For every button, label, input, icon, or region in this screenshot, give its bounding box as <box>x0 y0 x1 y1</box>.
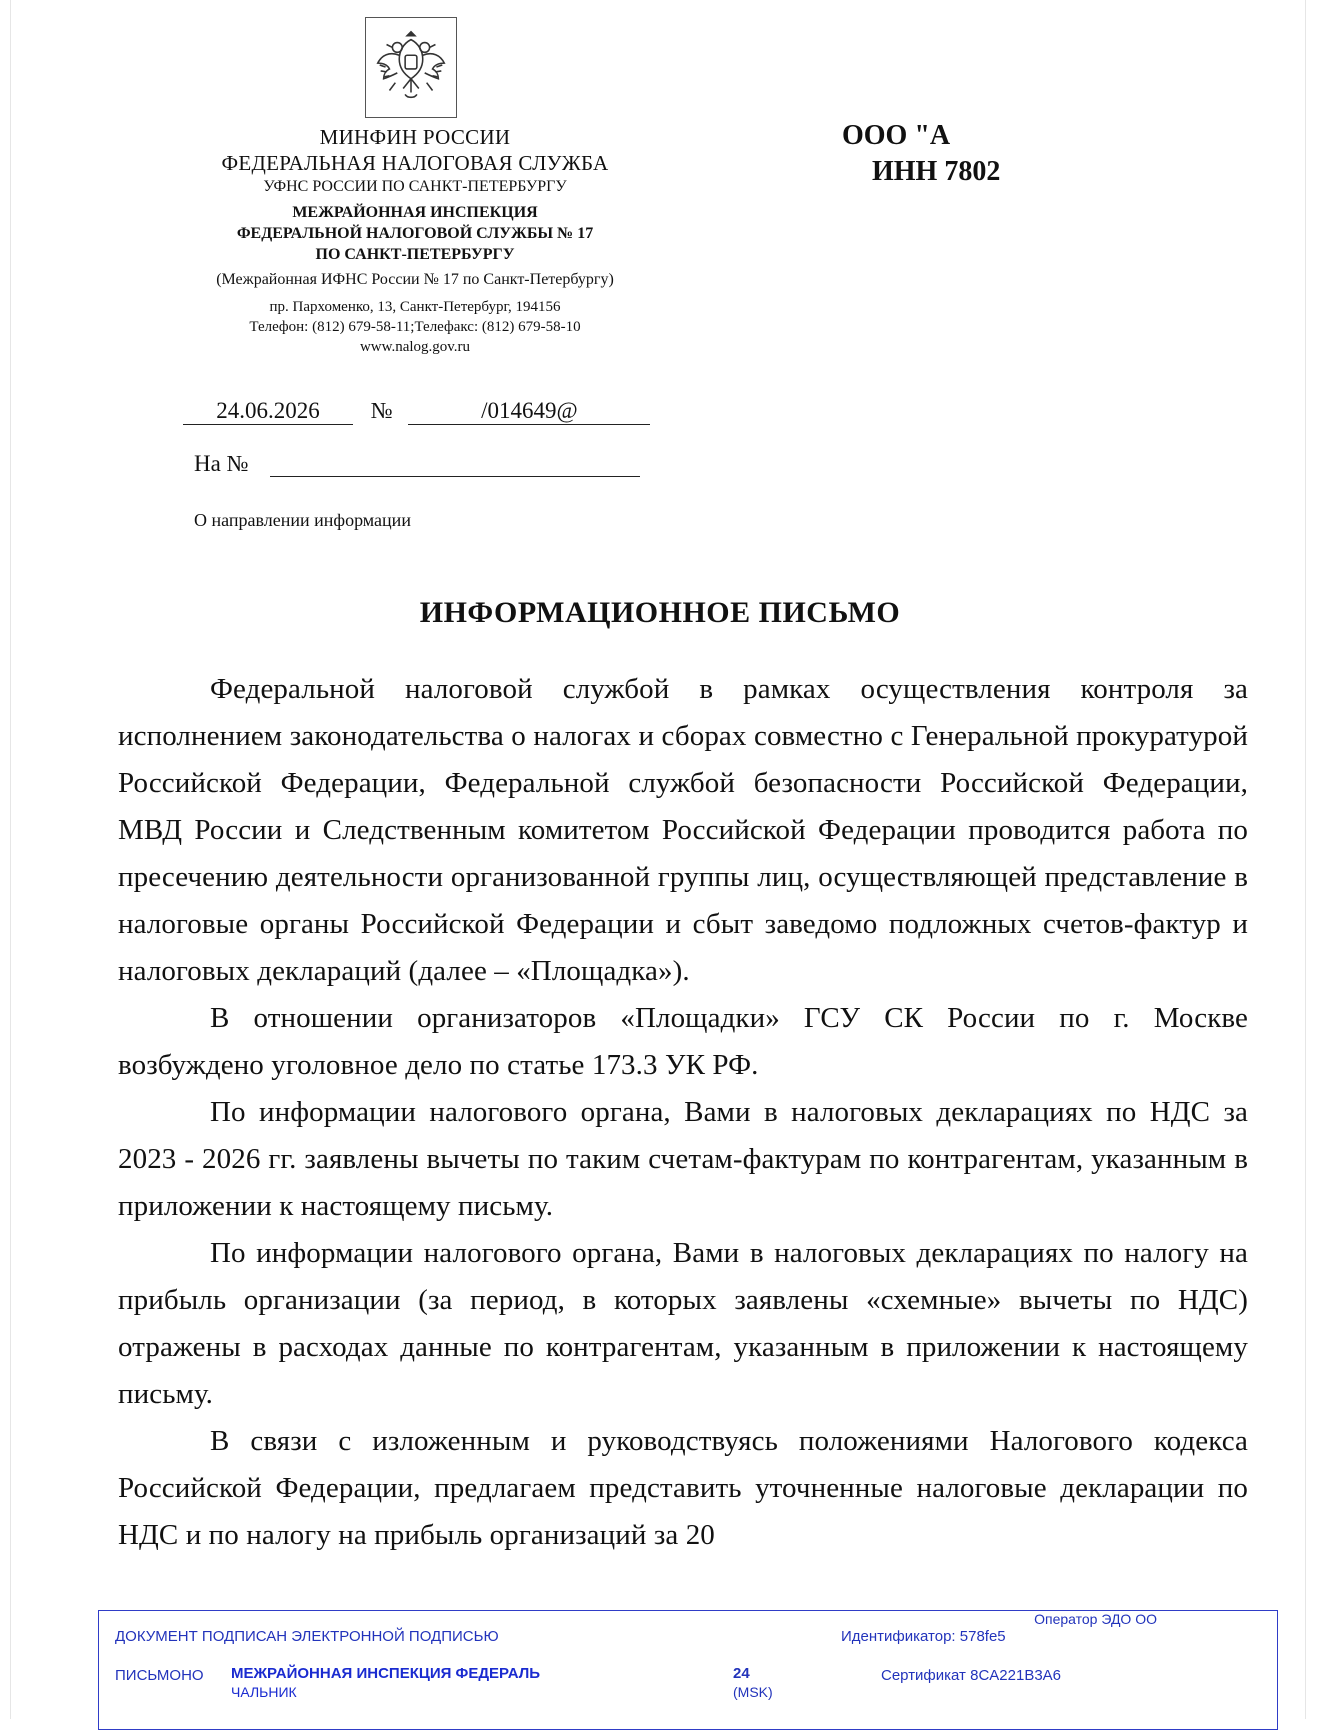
inspection-phones: Телефон: (812) 679-58-11;Телефакс: (812) 679-58-10 <box>249 319 581 335</box>
reply-number-field <box>270 450 640 477</box>
recipient-block <box>842 118 1000 190</box>
signature-date-value: 24 <box>733 1665 750 1682</box>
inspection-name-line1: МЕЖРАЙОННАЯ ИНСПЕКЦИЯ <box>292 204 538 221</box>
inspection-website: www.nalog.gov.ru <box>359 339 471 355</box>
ufns-name: УФНС РОССИИ ПО САНКТ-ПЕТЕРБУРГУ <box>263 178 567 195</box>
service-name: ФЕДЕРАЛЬНАЯ НАЛОГОВАЯ СЛУЖБА <box>221 151 609 175</box>
body-paragraph: По информации налогового органа, Вами в налоговых декларациях по налогу на прибыль организации (за период, в которых заявлены «схемные» вычеты по НДС) отражены в расходах данные по контрагентам, указанным в приложении к настоящему письму. <box>118 1237 1248 1410</box>
signed-label: ДОКУМЕНТ ПОДПИСАН ЭЛЕКТРОННОЙ ПОДПИСЬЮ <box>115 1628 499 1645</box>
edo-operator: Оператор ЭДО ОО <box>1034 1611 1157 1627</box>
letter-subject: О направлении информации <box>194 510 411 530</box>
number-label: № <box>370 398 393 423</box>
coat-of-arms-emblem <box>365 17 457 118</box>
body-paragraph: В связи с изложенным и руководствуясь положениями Налогового кодекса Российской Федерации, предлагаем представить уточненные налоговые декларации по НДС и по налогу на прибыль организаций за 20 <box>118 1425 1248 1551</box>
certificate-number-tail: 8CA221B3A6 <box>970 1667 1062 1684</box>
inspection-name-line3: ПО САНКТ-ПЕТЕРБУРГУ <box>315 246 515 263</box>
signature-certificate <box>881 1667 1061 1684</box>
reply-reference-line <box>194 450 640 477</box>
signature-identifier: Идентификатор: 578fe5 <box>841 1628 1006 1645</box>
signer-organization <box>231 1665 540 1701</box>
body-paragraph: В отношении организаторов «Площадки» ГСУ СК России по г. Москве возбуждено уголовное дело по статье 173.3 УК РФ. <box>118 1002 1248 1081</box>
ministry-name: МИНФИН РОССИИ <box>319 125 511 149</box>
reply-label: На № <box>194 451 249 476</box>
letter-number: /014649@ <box>408 398 650 425</box>
body-paragraph: По информации налогового органа, Вами в налоговых декларациях по НДС за 2023 - 2026 гг. заявлены вычеты по таким счетам-фактурам по контрагентам, указанным в приложении к настоящему письму. <box>118 1096 1248 1222</box>
registration-line <box>183 398 650 425</box>
signer-role: ЧАЛЬНИК <box>231 1684 297 1700</box>
document-kind: ПИСЬМОНО <box>115 1667 204 1684</box>
letter-body <box>118 666 1248 1559</box>
inspection-address: пр. Пархоменко, 13, Санкт-Петербург, 194156 <box>269 299 561 315</box>
signature-date <box>733 1665 773 1701</box>
letter-date: 24.06.2026 <box>183 398 353 425</box>
inspection-name-line2: ФЕДЕРАЛЬНОЙ НАЛОГОВОЙ СЛУЖБЫ № 17 <box>236 225 594 242</box>
inspection-short-name: (Межрайонная ИФНС России № 17 по Санкт-Петербургу) <box>216 271 614 288</box>
electronic-signature-stamp <box>98 1610 1278 1730</box>
signer-organization-name: МЕЖРАЙОННАЯ ИНСПЕКЦИЯ ФЕДЕРАЛЬ <box>231 1665 541 1682</box>
signature-timezone: (MSK) <box>733 1684 773 1700</box>
certificate-label: Сертификат <box>881 1667 966 1684</box>
letter-title: ИНФОРМАЦИОННОЕ ПИСЬМО <box>419 596 901 629</box>
recipient-inn: ИНН 7802 <box>872 156 1001 187</box>
issuer-header <box>175 124 655 357</box>
double-headed-eagle-icon <box>366 18 456 117</box>
recipient-company: ООО "А <box>842 120 951 151</box>
body-paragraph: Федеральной налоговой службой в рамках осуществления контроля за исполнением законодательства о налогах и сборах совместно с Генеральной прокуратурой Российской Федерации, Федеральной службой безопасности Российской Федерации, МВД России и Следственным комитетом Российской Федерации проводится работа по пресечению деятельности организованной группы лиц, осуществляющей представление в налоговые органы Российской Федерации и сбыт заведомо подложных счетов-фактур и налоговых деклараций (далее – «Площадка»). <box>118 673 1248 987</box>
